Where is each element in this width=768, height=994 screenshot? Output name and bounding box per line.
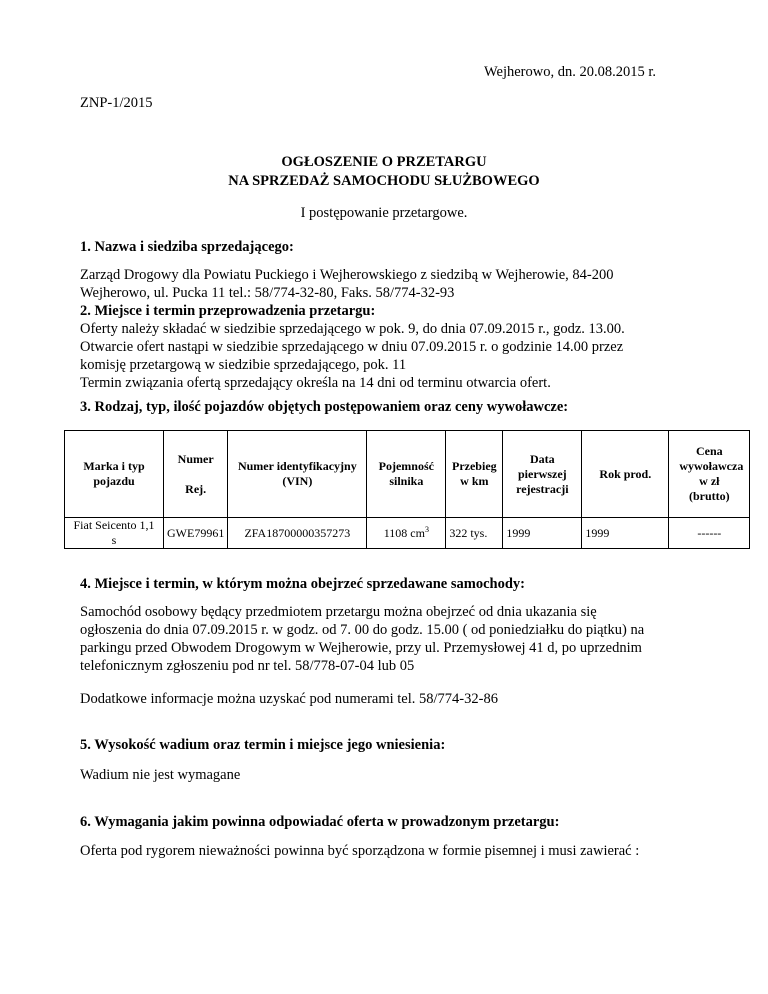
section2-heading: 2. Miejsce i termin przeprowadzenia przetargu: [80, 303, 376, 319]
page-title-line1: OGŁOSZENIE O PRZETARGU [281, 154, 487, 170]
section1-text [80, 266, 614, 302]
subtitle: I postępowanie przetargowe. [300, 205, 468, 221]
section6-heading: 6. Wymagania jakim powinna odpowiadać oferta w prowadzonym przetargu: [80, 814, 560, 830]
section4-extra: Dodatkowe informacje można uzyskać pod numerami tel. 58/774-32-86 [80, 691, 498, 707]
section6-text: Oferta pod rygorem nieważności powinna być sporządzona w formie pisemnej i musi zawierać : [80, 843, 640, 859]
reference-number: ZNP-1/2015 [80, 95, 153, 111]
cell-vin: ZFA18700000357273 [228, 518, 367, 549]
section4-text [80, 603, 644, 675]
header-year: Rok prod. [582, 431, 669, 518]
page-title-line2: NA SPRZEDAŻ SAMOCHODU SŁUŻBOWEGO [228, 173, 540, 189]
header-reg: Numer Rej. [164, 431, 228, 518]
table-header-row [65, 431, 750, 518]
section5-text: Wadium nie jest wymagane [80, 767, 241, 783]
section2-line: Oferty należy składać w siedzibie sprzedającego w pok. 9, do dnia 07.09.2015 r., godz. 13.00. [80, 321, 625, 337]
cell-reg: GWE79961 [164, 518, 228, 549]
header-mileage: Przebieg w km [446, 431, 503, 518]
section2-line: komisję przetargową w siedzibie sprzedającego, pok. 11 [80, 357, 407, 373]
section2-line: Otwarcie ofert nastąpi w siedzibie sprzedającego w dniu 07.09.2015 r. o godzinie 14.00 przez [80, 339, 624, 355]
section4-line: telefonicznym zgłoszeniu pod nr tel. 58/778-07-04 lub 05 [80, 658, 415, 674]
section1-line: Zarząd Drogowy dla Powiatu Puckiego i Wejherowskiego z siedzibą w Wejherowie, 84-200 [80, 267, 614, 283]
section1-line: Wejherowo, ul. Pucka 11 tel.: 58/774-32-80, Faks. 58/774-32-93 [80, 285, 455, 301]
header-vin: Numer identyfikacyjny (VIN) [228, 431, 367, 518]
section2-line: Termin związania ofertą sprzedający określa na 14 dni od terminu otwarcia ofert. [80, 375, 551, 391]
section4-line: Samochód osobowy będący przedmiotem przetargu można obejrzeć od dnia ukazania się [80, 604, 597, 620]
cell-mileage: 322 tys. [446, 518, 503, 549]
header-first-registration: Data pierwszej rejestracji [503, 431, 582, 518]
section4-heading: 4. Miejsce i termin, w którym można obejrzeć sprzedawane samochody: [80, 576, 525, 592]
cell-year: 1999 [582, 518, 669, 549]
vehicle-table [64, 430, 750, 549]
section4-line: ogłoszenia do dnia 07.09.2015 r. w godz. od 7. 00 do godz. 15.00 ( od poniedziałku do piątku) na [80, 622, 645, 638]
cell-brand: Fiat Seicento 1,1 s [65, 518, 164, 549]
table-row [65, 518, 750, 549]
header-price: Cena wywoławcza w zł (brutto) [669, 431, 750, 518]
section3-heading: 3. Rodzaj, typ, ilość pojazdów objętych postępowaniem oraz ceny wywoławcze: [80, 399, 569, 415]
cell-engine: 1108 $cm^3$ [367, 518, 446, 549]
cell-price: ------ [669, 518, 750, 549]
section2-text [80, 320, 625, 392]
place-date: Wejherowo, dn. 20.08.2015 r. [484, 64, 657, 80]
header-brand: Marka i typ pojazdu [65, 431, 164, 518]
section5-heading: 5. Wysokość wadium oraz termin i miejsce jego wniesienia: [80, 737, 446, 753]
section4-line: parkingu przed Obwodem Drogowym w Wejherowie, przy ul. Przemysłowej 41 d, po uprzednim [80, 640, 642, 656]
section1-heading: 1. Nazwa i siedziba sprzedającego: [80, 239, 294, 255]
cell-first-registration: 1999 [503, 518, 582, 549]
header-engine: Pojemność silnika [367, 431, 446, 518]
